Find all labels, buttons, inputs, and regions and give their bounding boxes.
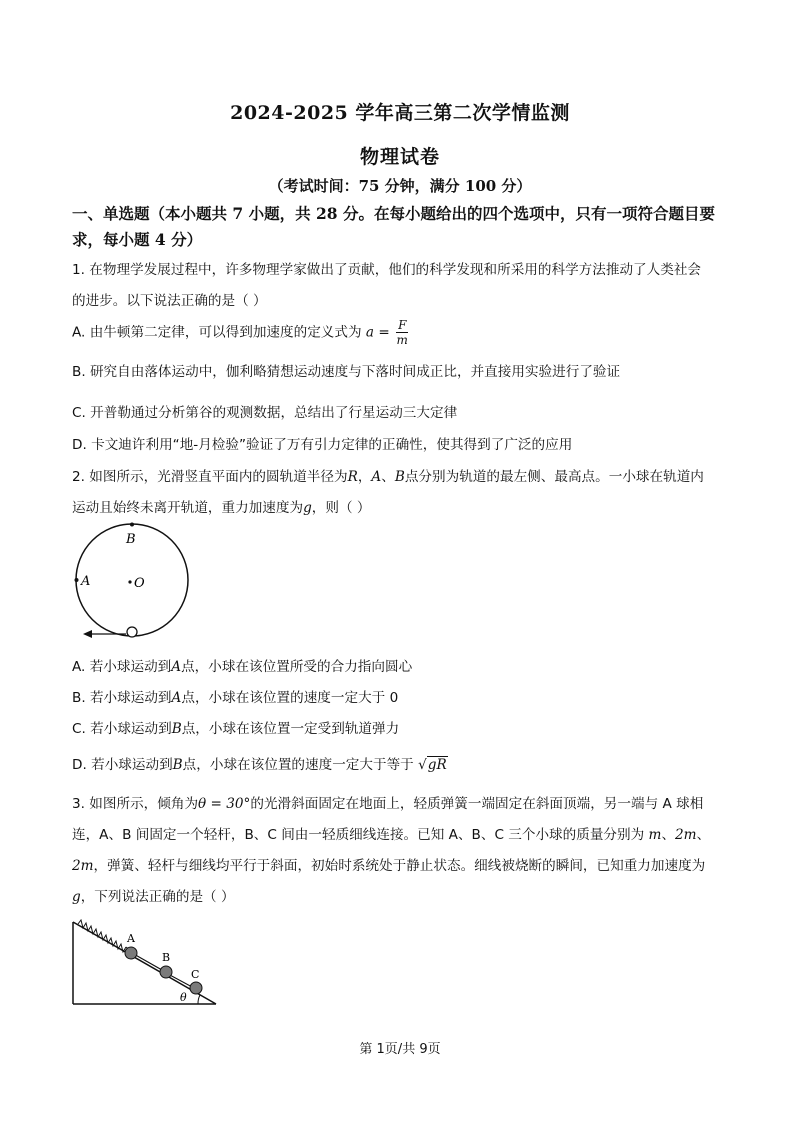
fraction-numerator: F (398, 318, 407, 332)
q1-stem-line1: 1. 在物理学发展过程中，许多物理学家做出了贡献，他们的科学发现和所采用的科学方法推动了人类社会 (72, 262, 702, 278)
q1-option-a (72, 318, 408, 347)
velocity-arrow-head (83, 630, 92, 638)
q1-option-c: C. 开普勒通过分析第谷的观测数据，总结出了行星运动三大定律 (72, 405, 458, 421)
q1-option-a-eq: = (378, 324, 390, 341)
q1-stem-line2: 的进步。以下说法正确的是（ ） (72, 293, 267, 309)
q1-option-a-fraction (396, 318, 408, 347)
q3-sep1: 、 (661, 827, 676, 843)
q3-theta-expr: θ = 30° (198, 796, 251, 812)
q2-option-d (72, 753, 448, 773)
q3-sep2: 、 (696, 827, 711, 843)
q3-stem-text4: ，弹簧、轻杆与细线均平行于斜面，初始时系统处于静止状态。细线被烧断的瞬间，已知重力加速度为 (93, 858, 706, 874)
q2-opt-a-pre: A. 若小球运动到 (72, 659, 172, 675)
label-a: A (127, 932, 135, 945)
q3-var-m2: 2m (675, 827, 697, 843)
sqrt-expression: √gR (418, 757, 447, 773)
spring (78, 920, 126, 952)
ball-c (190, 982, 202, 994)
q3-incline-figure (70, 912, 220, 1010)
q2-opt-b-post: 点，小球在该位置的速度一定大于 0 (181, 690, 399, 706)
ball-a (125, 947, 137, 959)
exam-title: 2024-2025 学年高三第二次学情监测 (230, 102, 570, 124)
q2-opt-a-post: 点，小球在该位置所受的合力指向圆心 (181, 659, 413, 675)
ball-b (160, 966, 172, 978)
q2-opt-a-var: A (171, 659, 182, 675)
label-a: A (81, 574, 91, 589)
q3-var-m3: 2m (72, 858, 94, 874)
q2-opt-c-post: 点，小球在该位置一定受到轨道弹力 (181, 721, 400, 737)
q2-opt-c-pre: C. 若小球运动到 (72, 721, 172, 737)
q3-stem-text3: 连，A、B 间固定一个轻杆，B、C 间由一轻质细线连接。已知 A、B、C 三个小球的质量分别为 (72, 827, 645, 843)
label-c: C (191, 968, 200, 981)
q3-var-m1: m (648, 827, 662, 843)
q3-stem-text5: ，下列说法正确的是（ ） (80, 889, 235, 905)
ball (127, 627, 137, 637)
q2-sep: 、 (381, 469, 395, 485)
q2-circle-track-figure (70, 522, 200, 642)
q2-opt-b-var: A (171, 690, 182, 706)
q2-var-g: g (303, 500, 312, 516)
angle-arc (198, 995, 200, 1004)
q1-option-d: D. 卡文迪许利用“地-月检验”验证了万有引力定律的正确性，使其得到了广泛的应用 (72, 437, 573, 453)
sqrt-radicand: gR (427, 757, 447, 773)
q2-comma: ， (357, 469, 372, 485)
page-number: 第 1页/共 9页 (359, 1042, 441, 1057)
q3-stem-line2 (72, 823, 710, 843)
q3-stem-line1 (72, 792, 703, 812)
q2-opt-d-post: 点，小球在该位置的速度一定大于等于 (182, 757, 414, 773)
q2-stem-line2 (72, 496, 371, 516)
q2-opt-c-var: B (171, 721, 182, 737)
q2-stem-text3: 运动且始终未离开轨道，重力加速度为 (72, 500, 304, 516)
q2-opt-b-pre: B. 若小球运动到 (72, 690, 172, 706)
q2-var-r: R (347, 469, 358, 485)
q1-option-a-text: A. 由牛顿第二定律，可以得到加速度的定义式为 (72, 324, 362, 341)
q3-stem-line3 (72, 854, 705, 874)
fraction-denominator: m (396, 333, 408, 347)
q2-stem-text2: 点分别为轨道的最左侧、最高点。一小球在轨道内 (404, 469, 704, 485)
q2-var-b: B (394, 469, 405, 485)
q3-stem-line4 (72, 885, 235, 905)
q2-stem-text4: ，则（ ） (311, 500, 371, 516)
exam-info: （考试时间：75 分钟，满分 100 分） (268, 177, 532, 195)
center-o-dot (128, 580, 131, 583)
q3-var-g: g (72, 889, 81, 905)
label-b: B (162, 951, 171, 964)
q3-stem-text2: 的光滑斜面固定在地面上，轻质弹簧一端固定在斜面顶端，另一端与 A 球相 (250, 796, 704, 812)
q2-opt-d-pre: D. 若小球运动到 (72, 757, 173, 773)
label-b: B (126, 532, 136, 547)
q2-var-a: A (371, 469, 382, 485)
q2-option-c (72, 717, 399, 737)
q1-option-b: B. 研究自由落体运动中，伽利略猜想运动速度与下落时间成正比，并直接用实验进行了验证 (72, 364, 621, 380)
q2-stem-text: 2. 如图所示，光滑竖直平面内的圆轨道半径为 (72, 469, 348, 485)
q2-opt-d-var: B (172, 757, 183, 773)
label-theta: θ (180, 991, 187, 1004)
q3-stem-text: 3. 如图所示，倾角为 (72, 796, 199, 812)
q2-stem-line1 (72, 465, 704, 485)
exam-subject: 物理试卷 (359, 146, 440, 168)
q2-option-a (72, 655, 412, 675)
point-b-dot (130, 523, 134, 527)
q2-option-b (72, 686, 398, 706)
label-o: O (134, 576, 145, 591)
section-heading: 一、单选题（本小题共 7 小题，共 28 分。在每小题给出的四个选项中，只有一项符合题目要求，每小题 4 分） (72, 204, 715, 249)
q1-option-a-var: a (365, 324, 375, 341)
point-a-dot (75, 578, 79, 582)
